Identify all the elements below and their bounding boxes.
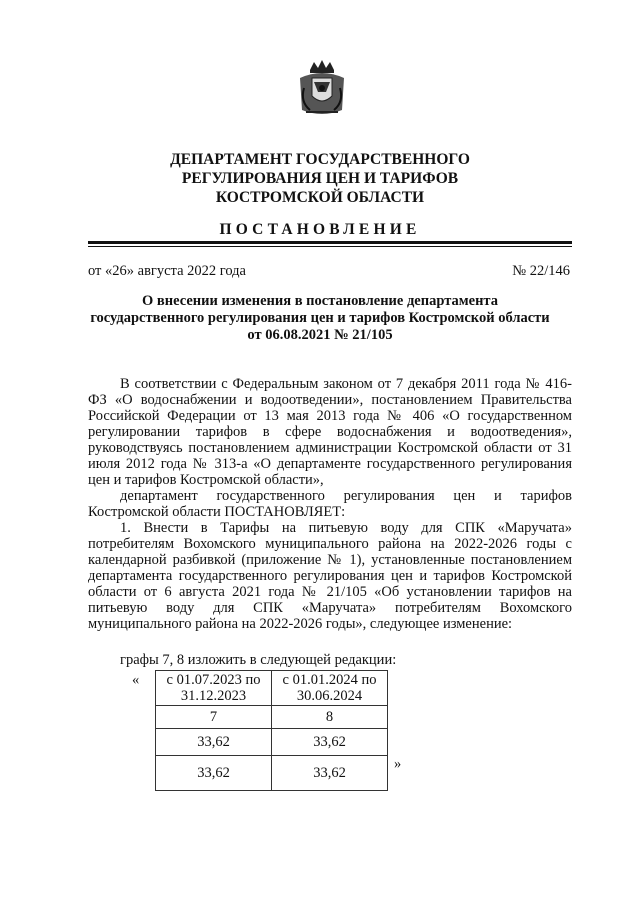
document-date: от «26» августа 2022 года (88, 263, 246, 279)
column-8-number: 8 (272, 706, 388, 729)
table-row (156, 729, 388, 756)
table-number-row (156, 706, 388, 729)
table-cell: 33,62 (272, 729, 388, 756)
document-type: ПОСТАНОВЛЕНИЕ (219, 221, 421, 238)
table-cell: 33,62 (156, 756, 272, 791)
subject-line-2: государственного регулирования цен и тарифов Костромской области (90, 310, 550, 326)
document-number: № 22/146 (512, 263, 570, 279)
header-divider-thin (88, 246, 572, 247)
body-paragraph-resolves: департамент государственного регулирования цен и тарифов Костромской области ПОСТАНОВЛЯЕТ: (88, 488, 572, 520)
quote-close: » (394, 756, 402, 772)
tariff-table (155, 670, 388, 791)
table-cell: 33,62 (156, 729, 272, 756)
column-8-period: с 01.01.2024 по 30.06.2024 (272, 671, 388, 706)
department-name (0, 150, 640, 207)
body-paragraph-item-1: 1. Внести в Тарифы на питьевую воду для СПК «Маручата» потребителям Вохомского муниципального района на 2022-2026 годы с календарной разбивкой (приложение № 1), установленные постановлением департамента государственного регулирования цен и тарифов Костромской области от 6 августа 2021 года № 21/105 «Об установлении тарифов на питьевую воду для СПК «Маручата» потребителям Вохомского муниципального района на 2022-2026 годы», следующее изменение: (88, 520, 572, 632)
document-body (88, 376, 572, 632)
coat-of-arms-emblem (296, 58, 348, 118)
table-cell: 33,62 (272, 756, 388, 791)
header-divider-thick (88, 241, 572, 244)
document-subject (70, 293, 570, 344)
department-line-2: РЕГУЛИРОВАНИЯ ЦЕН И ТАРИФОВ (181, 170, 459, 187)
department-line-1: ДЕПАРТАМЕНТ ГОСУДАРСТВЕННОГО (170, 151, 470, 168)
body-paragraph-columns: графы 7, 8 изложить в следующей редакции: (120, 652, 397, 668)
table-header-row (156, 671, 388, 706)
quote-open: « (132, 672, 140, 688)
subject-line-3: от 06.08.2021 № 21/105 (247, 327, 393, 343)
subject-line-1: О внесении изменения в постановление департамента (142, 293, 498, 309)
table-row (156, 756, 388, 791)
column-7-number: 7 (156, 706, 272, 729)
department-line-3: КОСТРОМСКОЙ ОБЛАСТИ (215, 189, 425, 206)
body-paragraph-preamble: В соответствии с Федеральным законом от 7 декабря 2011 года № 416-ФЗ «О водоснабжении и водоотведении», постановлением Правительства Российской Федерации от 13 мая 2013 года № 406 «О государственном регулировании тарифов в сфере водоснабжения и водоотведения», руководствуясь постановлением администрации Костромской области от 31 июля 2012 года № 313-а «О департаменте государственного регулирования цен и тарифов Костромской области», (88, 376, 572, 488)
column-7-period: с 01.07.2023 по 31.12.2023 (156, 671, 272, 706)
